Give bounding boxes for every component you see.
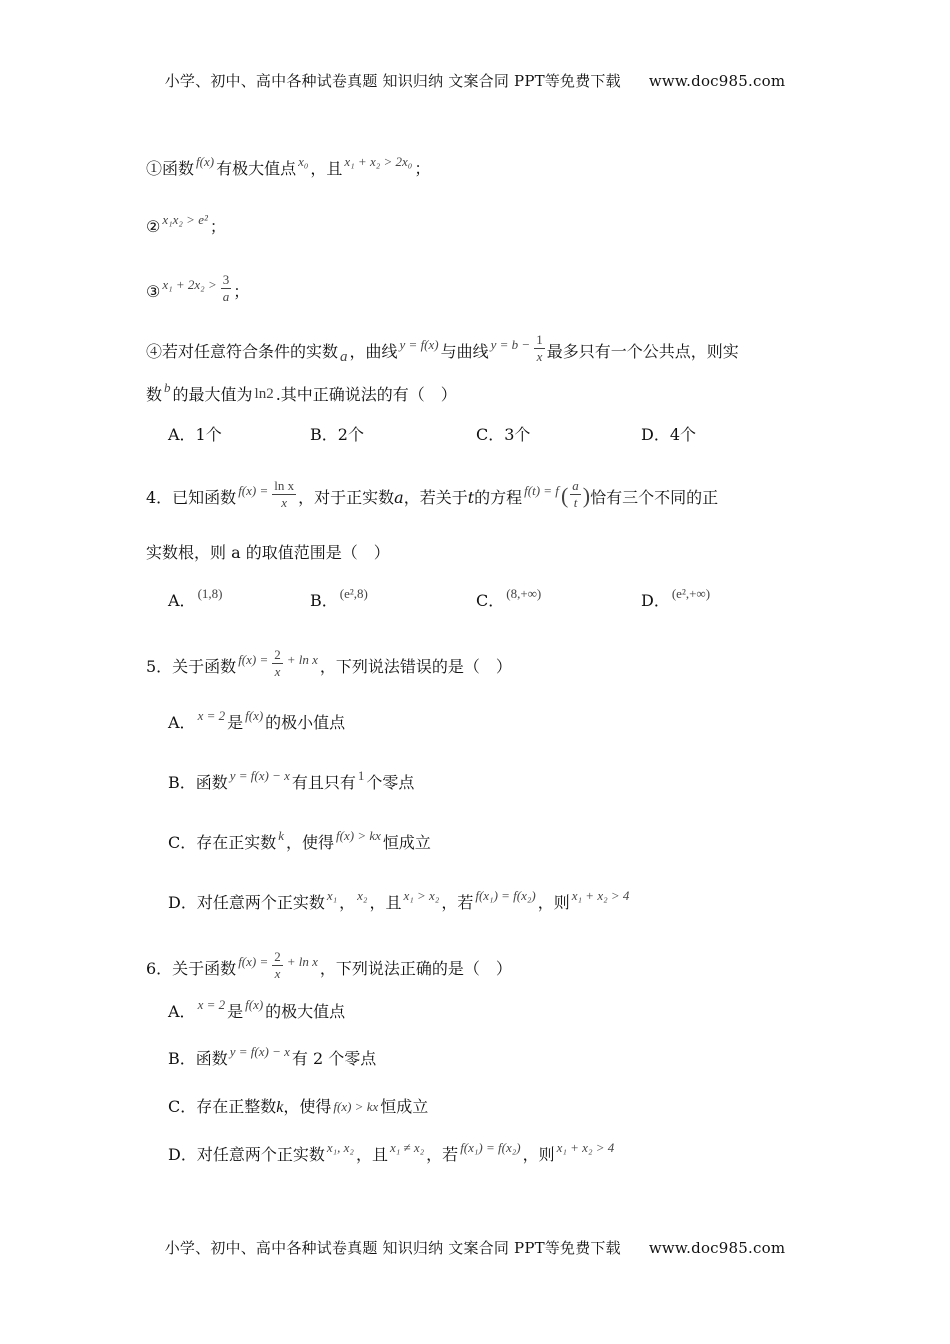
math-curve1: y = f(x): [399, 337, 439, 352]
q5-option-c[interactable]: [168, 828, 431, 855]
text: 恒成立: [380, 1097, 429, 1116]
text: ，下列说法错误的是（ ）: [319, 657, 512, 676]
math-fx: f(x) =: [238, 652, 269, 667]
label: C．: [476, 591, 505, 610]
fraction: [272, 949, 283, 982]
value: (e²,+∞): [671, 586, 711, 601]
math-condition: x₁x₂ > e²: [162, 212, 208, 227]
math: f(x₁) = f(x₂): [475, 888, 536, 903]
denominator: a: [222, 289, 230, 304]
numerator: a: [572, 478, 579, 493]
value: (1,8): [197, 586, 223, 601]
text: ，则: [537, 893, 570, 912]
math: y = f(x) − x: [229, 1044, 290, 1059]
label: B．函数: [168, 1049, 228, 1068]
text: 4．已知函数: [146, 488, 237, 507]
text: ，: [339, 893, 356, 912]
fraction: [272, 478, 296, 511]
value: (e²,8): [339, 586, 368, 601]
text: ，且: [369, 893, 402, 912]
math: x = 2: [197, 708, 226, 723]
text: 恒成立: [382, 833, 431, 852]
q4-stem: [146, 478, 719, 515]
footer-text: 小学、初中、高中各种试卷真题 知识归纳 文案合同 PPT等免费下载: [164, 1239, 621, 1257]
math: x₁ > x₂: [403, 888, 440, 903]
text: 的最大值为: [172, 385, 253, 404]
label: C．存在正整数: [168, 1097, 277, 1116]
math-ln2: ln2: [254, 386, 274, 402]
math-a: a: [340, 349, 348, 365]
denominator: x: [281, 495, 288, 510]
q6-option-a[interactable]: [168, 997, 346, 1024]
math-eq: f(t) = f: [524, 483, 559, 498]
text: 的方程: [474, 488, 523, 507]
q6-option-d[interactable]: [168, 1140, 616, 1167]
label: B．: [310, 591, 338, 610]
label: D．: [641, 591, 670, 610]
text: 数: [146, 385, 163, 404]
q4-stem-cont: 实数根，则 a 的取值范围是（ ）: [146, 543, 390, 562]
text: 有极大值点: [216, 159, 297, 178]
q5-option-a[interactable]: [168, 708, 346, 735]
text: ，且: [310, 159, 343, 178]
q4-option-c[interactable]: [476, 588, 543, 611]
math: x₁ ≠ x₂: [389, 1140, 425, 1155]
q3-statement-4-cont: [146, 380, 457, 407]
text: ，则: [522, 1145, 555, 1164]
text: ②: [146, 217, 161, 236]
label: C．存在正实数: [168, 833, 277, 852]
text: 5．关于函数: [146, 657, 237, 676]
math-condition: x₁ + x₂ > 2x₀: [344, 154, 413, 169]
fraction: [534, 332, 545, 365]
text: 的极小值点: [265, 713, 346, 732]
math-fx: f(x) =: [238, 483, 269, 498]
q6-stem: [146, 949, 512, 986]
q3-option-c[interactable]: C．3个: [476, 425, 531, 444]
fraction: [221, 272, 232, 305]
var-k: k: [276, 1099, 284, 1116]
text: ，下列说法正确的是（ ）: [319, 959, 512, 978]
label: D．对任意两个正实数: [168, 1145, 325, 1164]
var-t: t: [467, 488, 475, 507]
header-site-link[interactable]: www.doc985.com: [648, 72, 786, 90]
text: 个零点: [366, 773, 415, 792]
math: x₁, x₂: [326, 1140, 354, 1155]
math-k: k: [278, 828, 285, 843]
var-a: a: [394, 488, 404, 507]
text: ③: [146, 282, 161, 301]
text: .其中正确说法的有（ ）: [275, 385, 457, 404]
text: 与曲线: [440, 342, 489, 361]
denominator: x: [274, 966, 281, 981]
text: ④若对任意符合条件的实数: [146, 342, 339, 361]
numerator: 2: [274, 949, 281, 964]
text: ，若: [426, 1145, 459, 1164]
label: D．对任意两个正实数: [168, 893, 325, 912]
numerator: 2: [274, 647, 281, 662]
q3-option-a[interactable]: A．1个: [168, 425, 222, 444]
math: x = 2: [197, 997, 226, 1012]
math-curve2: y = b −: [490, 337, 531, 352]
math: f(x) > kx: [336, 828, 381, 843]
page-footer: [0, 1237, 950, 1258]
page-header: [0, 70, 950, 91]
fraction: [570, 478, 581, 511]
math: y = f(x) − x: [229, 768, 290, 783]
denominator: t: [573, 495, 578, 510]
q5-stem: [146, 647, 512, 684]
q6-option-b[interactable]: [168, 1044, 377, 1071]
paren-left: (: [560, 483, 569, 508]
text: ，曲线: [349, 342, 398, 361]
fraction: [272, 647, 283, 680]
text: ，使得: [283, 1097, 332, 1116]
q3-option-b[interactable]: B．2个: [310, 425, 364, 444]
label: A．: [168, 591, 196, 610]
math-plus: + ln x: [286, 652, 318, 667]
text: ；: [414, 159, 431, 178]
paren-right: ): [582, 483, 591, 508]
header-text: 小学、初中、高中各种试卷真题 知识归纳 文案合同 PPT等免费下载: [164, 72, 621, 90]
text: 有 2 个零点: [291, 1049, 377, 1068]
text: 是: [227, 713, 244, 732]
label: A．: [168, 1002, 196, 1021]
math-x0: x₀: [298, 154, 309, 169]
q4-option-d[interactable]: [641, 588, 712, 611]
math-condition: x₁ + 2x₂ >: [162, 277, 217, 292]
q6-option-c[interactable]: [168, 1096, 428, 1119]
text: 最多只有一个公共点，则实: [546, 342, 739, 361]
math-fx: f(x) =: [238, 954, 269, 969]
math-fx: f(x): [196, 154, 215, 169]
footer-site-link[interactable]: www.doc985.com: [648, 1239, 786, 1257]
math: x₁ + x₂ > 4: [571, 888, 630, 903]
text: ，若关于: [403, 488, 468, 507]
text: ；: [209, 217, 226, 236]
denominator: x: [536, 349, 543, 364]
math: x₁: [326, 888, 338, 903]
math: f(x) > kx: [333, 1099, 379, 1114]
q4-option-b[interactable]: [310, 588, 370, 611]
text: 6．关于函数: [146, 959, 237, 978]
math: x₁ + x₂ > 4: [556, 1140, 615, 1155]
math-b: b: [164, 380, 171, 395]
q3-option-d[interactable]: D．4个: [641, 425, 697, 444]
math: f(x): [245, 997, 264, 1012]
q3-statement-2: [146, 212, 226, 239]
text: ①函数: [146, 159, 195, 178]
numerator: 3: [222, 272, 230, 287]
label: B．函数: [168, 773, 228, 792]
q4-option-a[interactable]: [168, 588, 224, 611]
value: (8,+∞): [506, 586, 542, 601]
math-plus: + ln x: [286, 954, 318, 969]
text: 有且只有: [291, 773, 356, 792]
math: f(x): [245, 708, 264, 723]
label: A．: [168, 713, 196, 732]
math: f(x₁) = f(x₂): [460, 1140, 521, 1155]
q5-option-b[interactable]: [168, 768, 415, 795]
text: ，对于正实数: [298, 488, 395, 507]
text: ，且: [355, 1145, 388, 1164]
text: ，若: [441, 893, 474, 912]
text: 恰有三个不同的正: [590, 488, 719, 507]
q5-option-d[interactable]: [168, 888, 631, 915]
q3-statement-4: [146, 332, 739, 369]
numerator: 1: [536, 332, 543, 347]
q3-statement-3: [146, 272, 250, 309]
text: ，使得: [286, 833, 335, 852]
math-number: 1: [357, 768, 365, 783]
q3-statement-1: [146, 154, 431, 181]
text: 的极大值点: [265, 1002, 346, 1021]
numerator: ln x: [274, 478, 295, 493]
denominator: x: [274, 664, 281, 679]
math: x₂: [357, 888, 368, 903]
text: 是: [227, 1002, 244, 1021]
text: ；: [233, 282, 250, 301]
